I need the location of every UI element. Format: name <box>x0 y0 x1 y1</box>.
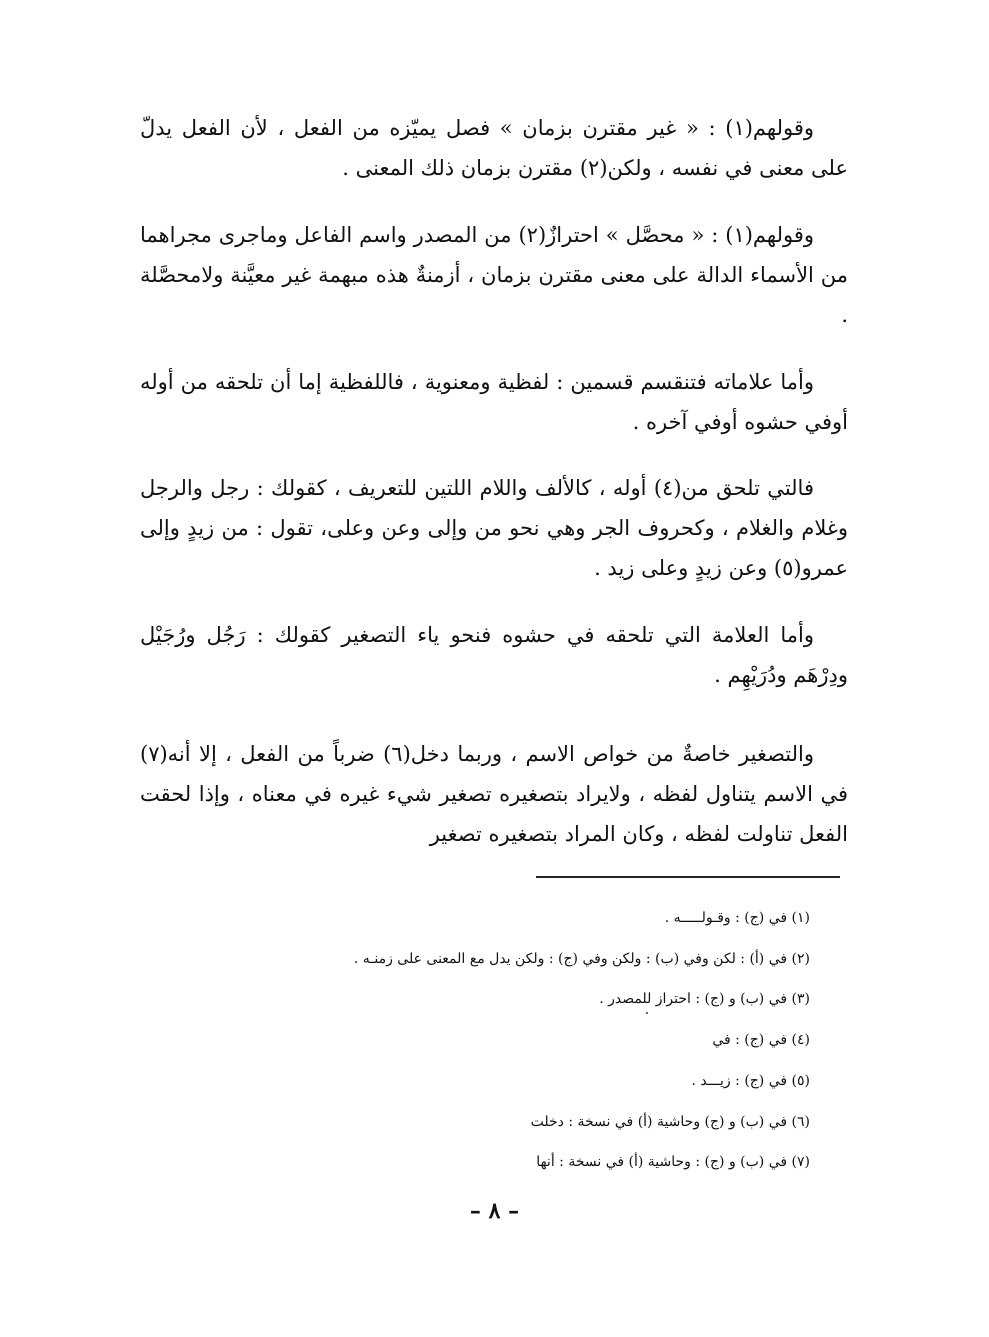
main-paragraph <box>140 362 848 442</box>
footnote-item: (٤) في (ج) : في <box>712 1032 810 1049</box>
footnote-item: (٣) في (ب) و (ج) : احتراز للمصدر . <box>599 991 810 1008</box>
main-paragraph <box>140 734 848 854</box>
paragraph-text: وأما العلامة التي تلحقه في حشوه فنحو ياء التصغير كقولك : رَجُل ورُجَيْل ودِرْهَم ودُرَيْهِم . <box>140 623 848 687</box>
scan-speck <box>646 1012 648 1014</box>
footnote-item: (٧) في (ب) و (ج) : وحاشية (أ) في نسخة : أنها <box>536 1154 810 1171</box>
footnotes-list <box>200 898 810 1183</box>
footnote-item: (٥) في (ج) : زيـــد . <box>691 1072 810 1089</box>
footnote-item: (١) في (ج) : وقـولـــــه . <box>664 910 810 926</box>
main-paragraph <box>140 468 848 588</box>
page-number: – ٨ – <box>469 1198 520 1224</box>
paragraph-text: والتصغير خاصةٌ من خواص الاسم ، وربما دخل(٦) ضرباً من الفعل ، إلا أنه(٧) في الاسم يتناول لفظه ، ولايراد بتصغيره تصغير شيء غيره في معناه ، وإذا لحقت الفعل تناولت لفظه ، وكان المراد بتصغيره تصغير <box>140 742 848 846</box>
paragraph-text: وقولهم(١) : « غير مقترن بزمان » فصل يميّزه من الفعل ، لأن الفعل يدلّ على معنى في نفسه ، ولكن(٢) مقترن بزمان ذلك المعنى . <box>140 116 848 180</box>
main-paragraph <box>140 615 848 695</box>
footnote-item: (٦) في (ب) و (ج) وحاشية (أ) في نسخة : دخلت <box>530 1113 810 1130</box>
paragraph-text: فالتي تلحق من(٤) أوله ، كالألف واللام اللتين للتعريف ، كقولك : رجل والرجل وغلام والغلام ، وكحروف الجر وهي نحو من وإلى وعن وعلى، تقول : من زيدٍ وإلى عمرو(٥) وعن زيدٍ وعلى زيد . <box>140 476 848 580</box>
paragraph-text: وأما علاماته فتنقسم قسمين : لفظية ومعنوية ، فاللفظية إما أن تلحقه من أوله أوفي حشوه أوفي آخره . <box>140 370 848 434</box>
footnote-divider <box>536 876 840 878</box>
main-paragraph <box>140 215 848 335</box>
main-paragraph <box>140 108 848 188</box>
footnote-item: (٢) في (أ) : لكن وفي (ب) : ولكن وفي (ج) : ولكن يدل مع المعنى على زمنـه . <box>353 950 810 967</box>
paragraph-text: وقولهم(١) : « محصَّل » احترازٌ(٢) من المصدر واسم الفاعل وماجرى مجراهما من الأسماء الدالة على معنى مقترن بزمان ، أزمنةٌ هذه مبهمة غير معيَّنة ولامحصَّلة . <box>140 223 848 327</box>
